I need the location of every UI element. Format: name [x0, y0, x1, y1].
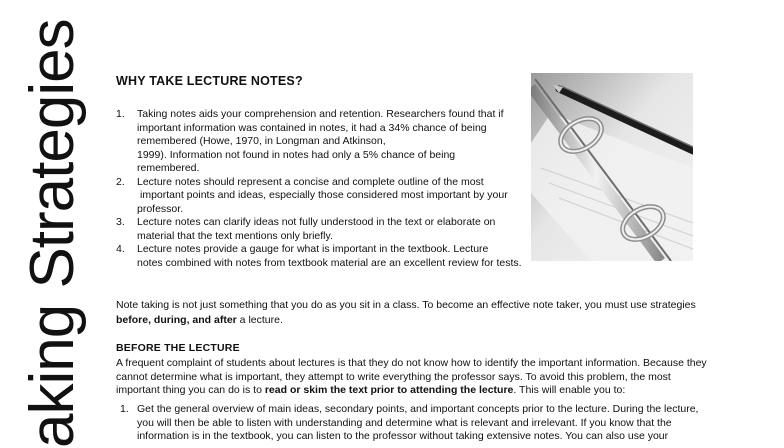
list-line: remembered (Howe, 1970, in Longman and Atkinson,: [137, 135, 386, 147]
list-number: 3.: [116, 216, 125, 228]
binder-pen-photo: [531, 73, 693, 261]
list-item: [116, 403, 716, 444]
list-line: material that the text mentions only briefly.: [137, 229, 333, 242]
section-heading-why: WHY TAKE LECTURE NOTES?: [116, 74, 303, 88]
list-line: important information was contained in notes, it had a 34% chance of being: [137, 121, 487, 134]
section-heading-before: BEFORE THE LECTURE: [116, 342, 240, 354]
intro-paragraph: [116, 298, 716, 328]
intro-text: Note taking is not just something that you do as you sit in a class. To become an effective note taker, you must use strategies: [116, 299, 696, 311]
before-bold-text: read or skim the text prior to attending the lecture: [264, 384, 514, 396]
before-text-end: . This will enable you to:: [513, 384, 626, 396]
list-item: [116, 216, 536, 243]
list-line: Lecture notes provide a gauge for what is important in the textbook. Lecture: [137, 243, 489, 255]
reasons-list: [116, 108, 536, 270]
list-item: [116, 108, 536, 176]
list-number: 4.: [116, 243, 125, 255]
list-item: [116, 243, 536, 270]
side-title: aking Strategies: [18, 19, 87, 448]
list-line: important points and ideas, especially those considered most important by your: [140, 189, 508, 201]
before-list: [116, 403, 716, 444]
before-paragraph: [116, 357, 716, 398]
list-line: Taking notes aids your comprehension and retention. Researchers found that if: [137, 108, 504, 120]
list-number: 1.: [116, 108, 125, 120]
list-text: Get the general overview of main ideas, secondary points, and important concepts prior to the lecture. During the lecture, you will then be able to listen with understanding and determine what is relevant and irrelevant. If you know that the information is in the textbook, you can listen to the professor without taking extensive notes. You can also use your: [137, 403, 699, 442]
list-line: Lecture notes should represent a concise and complete outline of the most: [137, 175, 484, 188]
intro-bold-text: before, during, and after: [116, 314, 237, 326]
list-line: 1999). Information not found in notes had only a 5% chance of being: [137, 148, 456, 161]
list-line: notes combined with notes from textbook material are an excellent review for tests.: [137, 256, 522, 269]
intro-text-end: a lecture.: [236, 314, 283, 326]
list-number: 2.: [116, 175, 125, 188]
list-number: 1.: [120, 403, 129, 415]
list-line: remembered.: [137, 162, 200, 174]
binder-pen-illustration: [531, 73, 693, 261]
before-text: A frequent complaint of students about lectures is that they do not know how to identify the important information. Because they cannot determine what is important, they attempt to write everything the professor says. To avoid this problem, the most important thing you can do is to: [116, 357, 707, 396]
list-item: [116, 176, 536, 217]
list-line: Lecture notes can clarify ideas not fully understood in the text or elaborate on: [137, 216, 496, 228]
list-line: professor.: [137, 202, 184, 215]
